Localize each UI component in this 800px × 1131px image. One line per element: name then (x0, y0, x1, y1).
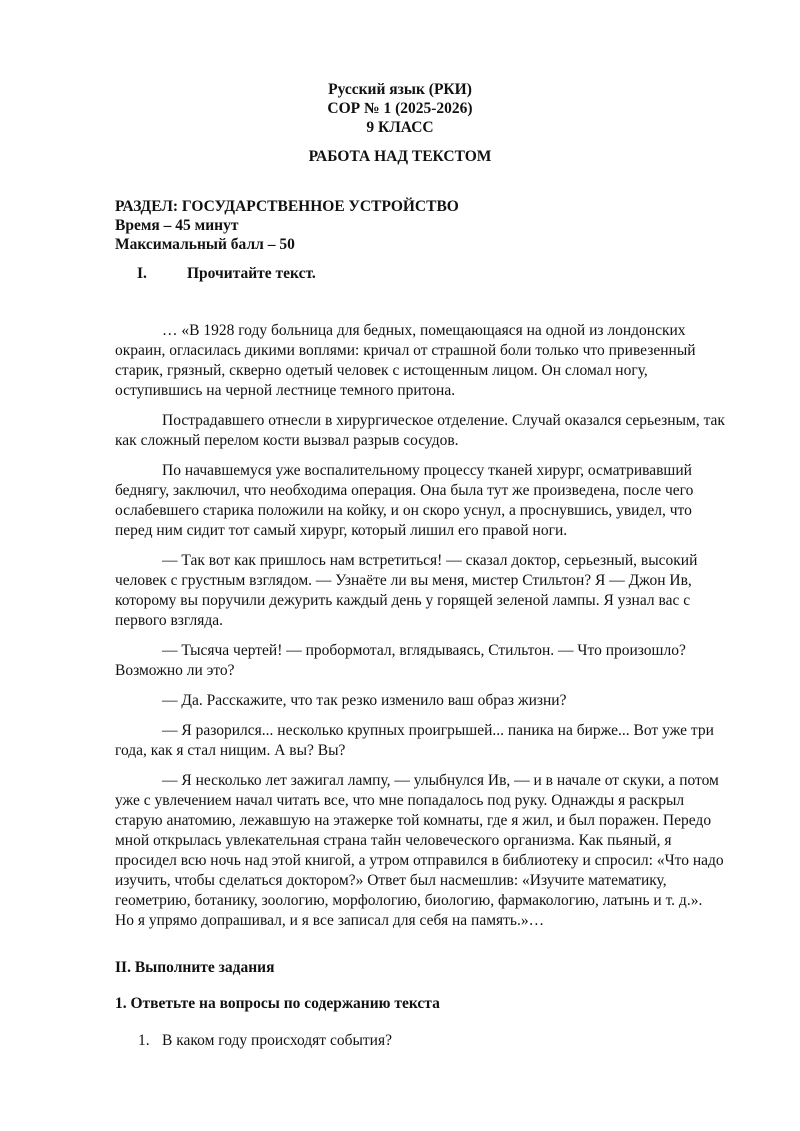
question-text: В каком году происходят события? (162, 1032, 392, 1049)
question-item (138, 1031, 392, 1051)
part-one-title: Прочитайте текст. (187, 265, 316, 282)
text-paragraph: … «В 1928 году больница для бедных, помещающаяся на одной из лондонских окраин, огласилась дикими воплями: кричал от страшной боли только что привезенный старик, грязный, скверно одетый человек с истощенным лицом. Он сломал ногу, оступившись на черной лестнице темного притона. (115, 322, 696, 399)
time-limit: Время – 45 минут (115, 217, 239, 234)
text-paragraph: По начавшемуся уже воспалительному процессу тканей хирург, осматривавший беднягу, заключил, что необходима операция. Она была тут же произведена, после чего ослабевшего старика положили на койку, и он скоро уснул, а проснувшись, увидел, что перед ним сидит тот самый хирург, который лишил его правой ноги. (115, 462, 694, 539)
question-number: 1. (138, 1032, 150, 1049)
text-paragraph: — Да. Расскажите, что так резко изменило ваш образ жизни? (162, 692, 567, 709)
part-one-number: I. (137, 265, 147, 282)
part-one-heading (137, 264, 316, 284)
grade-title: 9 КЛАСС (366, 119, 434, 136)
text-paragraph: Пострадавшего отнесли в хирургическое отделение. Случай оказался серьезным, так как сложный перелом кости вызвал разрыв сосудов. (115, 412, 725, 449)
text-paragraph: — Так вот как пришлось нам встретиться! — сказал доктор, серьезный, высокий человек с грустным взглядом. — Узнаёте ли вы меня, мистер Стильтон? Я — Джон Ив, которому вы поручили дежурить каждый день у горящей зеленой лампы. Я узнал вас с первого взгляда. (115, 552, 698, 629)
subject-title: Русский язык (РКИ) (328, 81, 472, 98)
text-paragraph: — Я разорился... несколько крупных проигрышей... паника на бирже... Вот уже три года, как я стал нищим. А вы? Вы? (115, 722, 714, 759)
text-paragraph: — Тысяча чертей! — пробормотал, вглядываясь, Стильтон. — Что произошло? Возможно ли это? (115, 642, 686, 679)
reading-text (115, 321, 725, 941)
test-title: СОР № 1 (2025-2026) (327, 100, 473, 117)
text-paragraph: — Я несколько лет зажигал лампу, — улыбнулся Ив, — и в начале от скуки, а потом уже с увлечением начал читать все, что мне попадалось под руку. Однажды я раскрыл старую анатомию, лежавшую на этажерке той комнаты, где я жил, и был поражен. Передо мной открылась увлекательная страна тайн человеческого организма. Как пьяный, я просидел всю ночь над этой книгой, а утром отправился в библиотеку и спросил: «Что надо изучить, чтобы сделаться доктором?» Ответ был насмешлив: «Изучите математику, геометрию, ботанику, зоологию, морфологию, биологию, фармакологию, латынь и т. д.». Но я упрямо допрашивал, и я все записал для себя на память.»… (115, 772, 724, 929)
part-two-heading: II. Выполните задания (115, 959, 275, 976)
section-name: РАЗДЕЛ: ГОСУДАРСТВЕННОЕ УСТРОЙСТВО (115, 198, 459, 215)
max-score: Максимальный балл – 50 (115, 236, 295, 253)
work-title: РАБОТА НАД ТЕКСТОМ (308, 148, 492, 165)
task-one-heading: 1. Ответьте на вопросы по содержанию текста (115, 995, 440, 1012)
